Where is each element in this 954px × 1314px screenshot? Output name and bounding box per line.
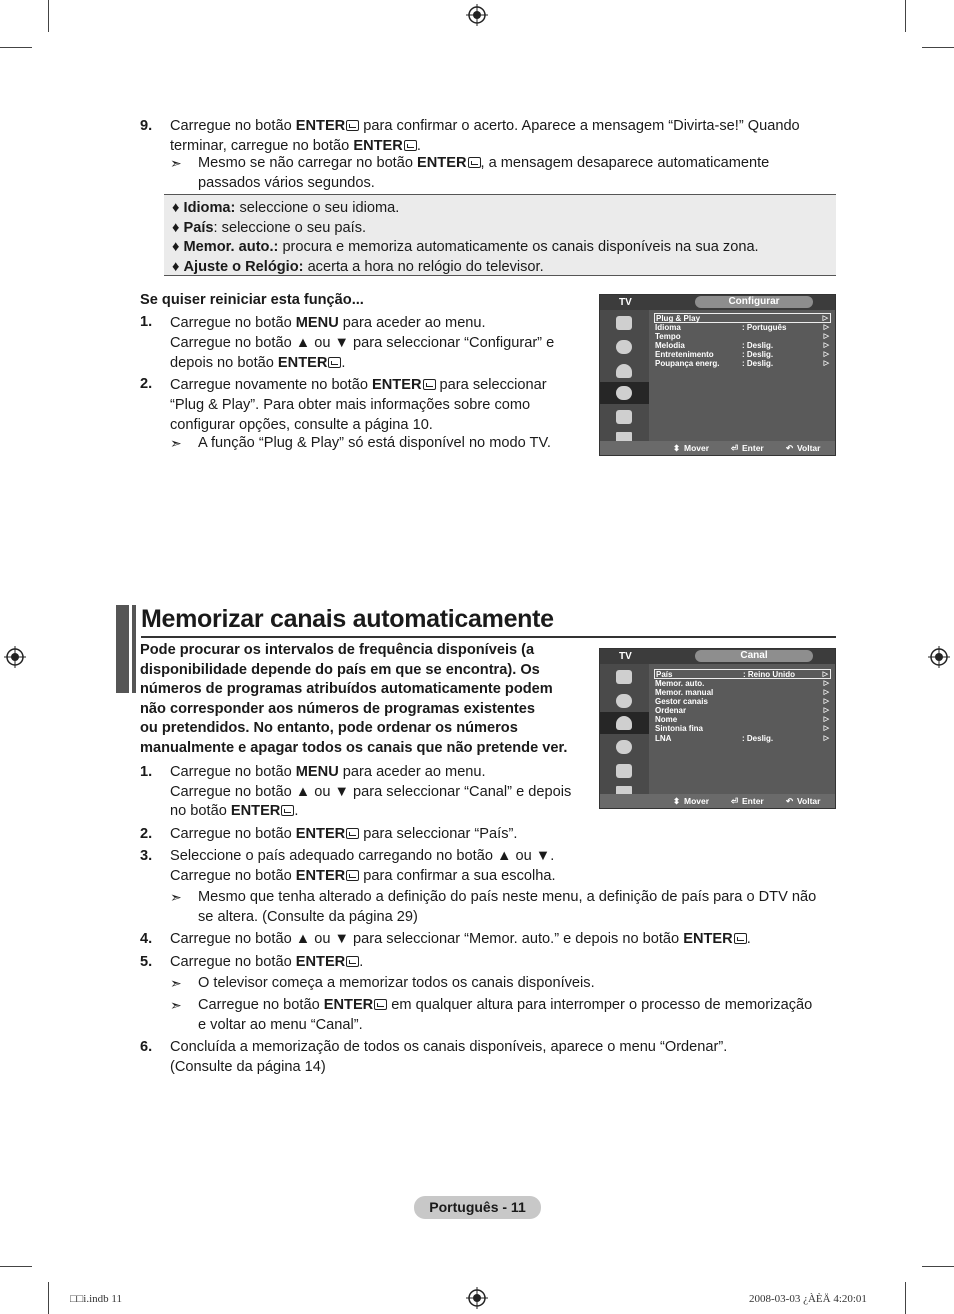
osd-title: Canal — [695, 650, 813, 662]
osd-title: Configurar — [695, 296, 813, 308]
right-triangle-icon: ▷ — [823, 351, 829, 359]
osd-menu-list — [654, 669, 831, 743]
enter-icon — [404, 140, 417, 151]
crop-mark — [922, 1266, 954, 1267]
reset-heading: Se quiser reiniciar esta função... — [140, 292, 364, 308]
arrow-note-icon: ➣ — [170, 435, 182, 451]
setup-menu-icon — [600, 382, 649, 404]
right-triangle-icon: ▷ — [823, 698, 829, 706]
right-triangle-icon: ▷ — [823, 725, 829, 733]
enter-icon — [346, 120, 359, 131]
osd-menu-item[interactable]: Poupança energ. : Deslig. ▷ — [655, 359, 829, 369]
osd-footer: ⬍ Mover ⏎ Enter ↶ Voltar — [600, 794, 835, 808]
step-number: 9. — [140, 118, 153, 134]
osd-sidebar — [600, 664, 649, 804]
osd-sidebar — [600, 310, 649, 450]
osd-menu-item[interactable]: LNA : Deslig. ▷ — [655, 733, 829, 743]
input-menu-icon — [600, 760, 649, 782]
move-icon: ⬍ — [673, 443, 681, 453]
enter-icon: ⏎ — [731, 796, 739, 806]
osd-menu-item[interactable]: Nome ▷ — [655, 715, 829, 725]
sound-menu-icon — [600, 690, 649, 712]
enter-icon — [734, 933, 747, 944]
info-row: ♦ País: seleccione o seu país. — [172, 219, 367, 236]
diamond-icon: ♦ — [172, 239, 180, 255]
osd-header — [600, 649, 835, 664]
osd-menu-item[interactable]: Ordenar ▷ — [655, 706, 829, 716]
registration-mark-icon — [466, 4, 488, 26]
section-marker-bar — [116, 605, 132, 693]
osd-canal-menu — [599, 648, 836, 809]
info-row: ♦ Memor. auto.: procura e memoriza automaticamente os canais disponíveis na sua zona. — [172, 239, 759, 255]
section-title: Memorizar canais automaticamente — [141, 605, 554, 633]
sound-menu-icon — [600, 336, 649, 358]
return-icon: ↶ — [786, 443, 794, 453]
channel-menu-icon — [600, 712, 649, 734]
registration-mark-icon — [466, 1287, 488, 1309]
arrow-note-icon: ➣ — [170, 155, 182, 171]
right-triangle-icon: ▷ — [823, 734, 829, 742]
osd-menu-item[interactable]: Memor. manual ▷ — [655, 688, 829, 698]
enter-icon — [328, 357, 341, 368]
registration-mark-icon — [928, 646, 950, 668]
print-slug-left: □□i.indb 11 — [70, 1293, 122, 1305]
arrow-note-icon: ➣ — [170, 975, 182, 991]
enter-label: ENTER — [353, 137, 403, 154]
diamond-icon: ♦ — [172, 258, 180, 275]
picture-menu-icon — [600, 312, 649, 334]
picture-menu-icon — [600, 666, 649, 688]
osd-menu-item[interactable]: Plug & Play ▷ — [654, 313, 831, 323]
right-triangle-icon: ▷ — [823, 342, 829, 350]
osd-menu-item[interactable]: Melodia : Deslig. ▷ — [655, 341, 829, 351]
osd-source-label: TV — [619, 651, 632, 662]
page-number-pill: Português - 11 — [414, 1196, 541, 1219]
enter-icon — [374, 999, 387, 1010]
osd-source-label: TV — [619, 297, 632, 308]
enter-label: ENTER — [295, 118, 346, 134]
enter-icon — [423, 379, 436, 390]
diamond-icon: ♦ — [172, 219, 180, 236]
setup-menu-icon — [600, 736, 649, 758]
crop-mark — [905, 1282, 906, 1314]
crop-mark — [48, 0, 49, 32]
enter-icon — [468, 157, 481, 168]
osd-header — [600, 295, 835, 310]
enter-icon — [346, 828, 359, 839]
right-triangle-icon: ▷ — [823, 689, 829, 697]
osd-menu-item[interactable]: Sintonia fina ▷ — [655, 724, 829, 734]
crop-mark — [905, 0, 906, 32]
osd-menu-item[interactable]: País : Reino Unido ▷ — [654, 669, 831, 679]
enter-icon: ⏎ — [731, 443, 739, 453]
enter-icon — [346, 870, 359, 881]
right-triangle-icon: ▷ — [822, 671, 828, 678]
osd-menu-item[interactable]: Memor. auto. ▷ — [655, 679, 829, 688]
crop-mark — [922, 47, 954, 48]
enter-icon — [281, 805, 294, 816]
crop-mark — [0, 47, 32, 48]
osd-menu-item[interactable]: Entretenimento : Deslig. ▷ — [655, 350, 829, 360]
right-triangle-icon: ▷ — [823, 333, 829, 341]
diamond-icon: ♦ — [172, 200, 180, 216]
enter-icon — [346, 956, 359, 967]
osd-menu-item[interactable]: Gestor canais ▷ — [655, 697, 829, 707]
print-slug-right: 2008-03-03 ¿ÀÈÄ 4:20:01 — [749, 1293, 867, 1305]
osd-menu-list — [654, 313, 831, 368]
arrow-note-icon: ➣ — [170, 997, 182, 1013]
input-menu-icon — [600, 406, 649, 428]
info-row: ♦ Ajuste o Relógio: acerta a hora no relógio do televisor. — [172, 258, 544, 275]
osd-footer: ⬍ Mover ⏎ Enter ↶ Voltar — [600, 441, 835, 455]
crop-mark — [48, 1282, 49, 1314]
osd-configurar-menu — [599, 294, 836, 456]
osd-menu-item[interactable]: Idioma : Português ▷ — [655, 323, 829, 332]
section-rule — [141, 636, 836, 638]
registration-mark-icon — [4, 646, 26, 668]
channel-menu-icon — [600, 360, 649, 382]
right-triangle-icon: ▷ — [823, 360, 829, 368]
right-triangle-icon: ▷ — [823, 707, 829, 715]
return-icon: ↶ — [786, 796, 794, 806]
right-triangle-icon: ▷ — [822, 315, 828, 322]
right-triangle-icon: ▷ — [823, 716, 829, 724]
info-row: ♦ Idioma: seleccione o seu idioma. — [172, 200, 400, 216]
move-icon: ⬍ — [673, 796, 681, 806]
right-triangle-icon: ▷ — [823, 680, 829, 687]
info-box — [164, 194, 836, 276]
section-intro: Pode procurar os intervalos de frequência disponíveis (a disponibilidade depende do país em que se encontra). Os números de programas atribuídos automaticamente podem não corresponder aos números de programas existentes ou pretendidos. No entanto, pode ordenar os números manualmente e apagar todos os canais que não pretende ver. — [140, 642, 568, 756]
crop-mark — [0, 1266, 32, 1267]
osd-menu-item[interactable]: Tempo ▷ — [655, 332, 829, 342]
arrow-note-icon: ➣ — [170, 889, 182, 905]
right-triangle-icon: ▷ — [823, 324, 829, 331]
